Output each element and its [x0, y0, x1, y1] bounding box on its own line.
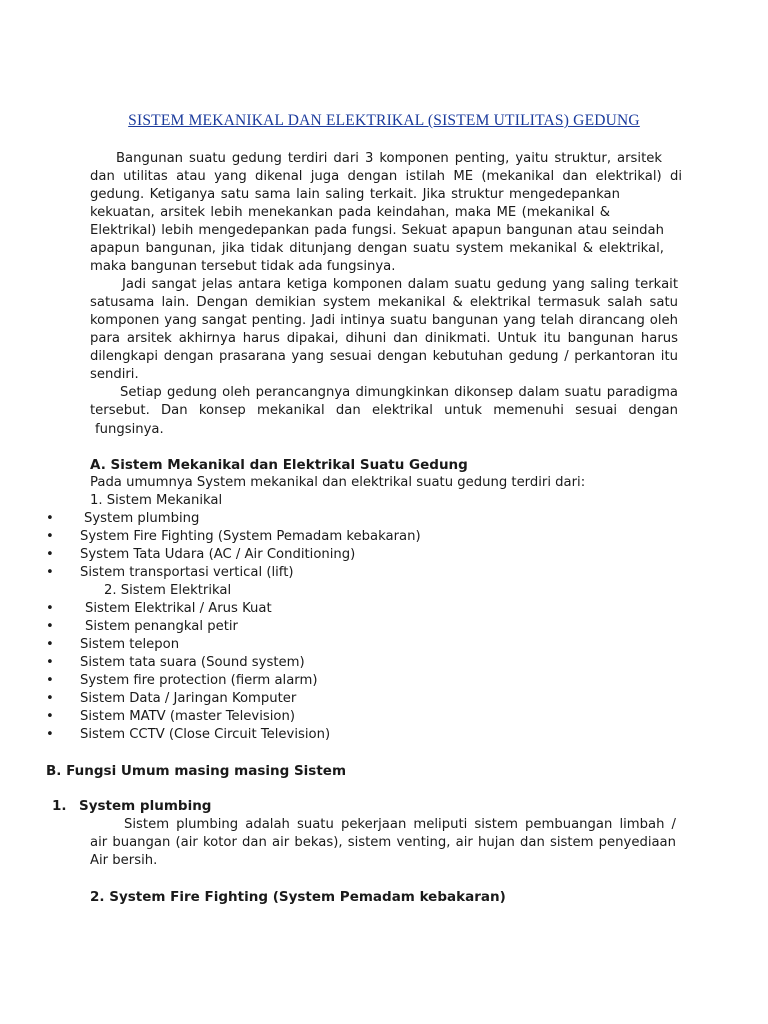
- list-item: Sistem CCTV (Close Circuit Television): [80, 727, 331, 742]
- list-item: Sistem transportasi vertical (lift): [80, 565, 294, 580]
- section-a-intro: Pada umumnya System mekanikal dan elektrikal suatu gedung terdiri dari:: [90, 475, 586, 490]
- list-item: Sistem penangkal petir: [85, 619, 238, 634]
- item2-title: 2. System Fire Fighting (System Pemadam kebakaran): [90, 889, 506, 905]
- item1-text-line: Air bersih.: [90, 853, 158, 868]
- list-item: System fire protection (fierm alarm): [80, 673, 318, 688]
- bullet-icon: •: [46, 691, 54, 706]
- subheading-mekanikal: 1. Sistem Mekanikal: [90, 493, 223, 508]
- bullet-icon: •: [46, 709, 54, 724]
- p1-line: maka bangunan tersebut tidak ada fungsinya.: [90, 259, 396, 274]
- section-b-heading: B. Fungsi Umum masing masing Sistem: [46, 763, 347, 779]
- list-item: System plumbing: [84, 511, 200, 526]
- bullet-icon: •: [46, 511, 54, 526]
- bullet-icon: •: [46, 565, 54, 580]
- list-item: Sistem telepon: [80, 637, 180, 652]
- p2-line: satusama lain. Dengan demikian system mekanikal & elektrikal termasuk salah satu: [90, 295, 678, 310]
- p1-line: gedung. Ketiganya satu sama lain saling terkait. Jika struktur mengedepankan: [90, 187, 620, 202]
- bullet-icon: •: [46, 655, 54, 670]
- bullet-icon: •: [46, 601, 54, 616]
- p2-line: dilengkapi dengan prasarana yang sesuai dengan kebutuhan gedung / perkantoran itu: [90, 349, 678, 364]
- section-a-heading: A. Sistem Mekanikal dan Elektrikal Suatu Gedung: [90, 457, 468, 473]
- subheading-elektrikal: 2. Sistem Elektrikal: [104, 583, 232, 598]
- p2-line: Jadi sangat jelas antara ketiga komponen dalam suatu gedung yang saling terkait: [122, 277, 678, 292]
- p2-line: para arsitek akhirnya harus dipakai, dihuni dan dinikmati. Untuk itu bangunan harus: [90, 331, 678, 346]
- item1-text-line: Sistem plumbing adalah suatu pekerjaan meliputi sistem pembuangan limbah /: [124, 817, 676, 832]
- bullet-icon: •: [46, 547, 54, 562]
- bullet-icon: •: [46, 727, 54, 742]
- p1-line: apapun bangunan, jika tidak ditunjang dengan suatu system mekanikal & elektrikal,: [90, 241, 664, 256]
- list-item: System Tata Udara (AC / Air Conditioning): [80, 547, 356, 562]
- bullet-icon: •: [46, 619, 54, 634]
- p1-line: Elektrikal) lebih mengedepankan pada fungsi. Sekuat apapun bangunan atau seindah: [90, 223, 664, 238]
- list-item: Sistem MATV (master Television): [80, 709, 295, 724]
- bullet-icon: •: [46, 637, 54, 652]
- list-item: System Fire Fighting (System Pemadam kebakaran): [80, 529, 421, 544]
- p3-line: Setiap gedung oleh perancangnya dimungkinkan dikonsep dalam suatu paradigma: [120, 385, 678, 400]
- list-item: Sistem Data / Jaringan Komputer: [80, 691, 297, 706]
- p3-line: fungsinya.: [95, 422, 164, 437]
- p2-line: komponen yang sangat penting. Jadi intinya suatu bangunan yang telah dirancang oleh: [90, 313, 678, 328]
- p3-line: tersebut. Dan konsep mekanikal dan elektrikal untuk memenuhi sesuai dengan: [90, 403, 678, 418]
- p1-line: kekuatan, arsitek lebih menekankan pada keindahan, maka ME (mekanikal &: [90, 205, 610, 220]
- item1-title: System plumbing: [79, 798, 212, 814]
- p1-line: dan utilitas atau yang dikenal juga dengan istilah ME (mekanikal dan elektrikal) di: [90, 169, 682, 184]
- p2-line: sendiri.: [90, 367, 139, 382]
- document-title: SISTEM MEKANIKAL DAN ELEKTRIKAL (SISTEM UTILITAS) GEDUNG: [128, 112, 640, 129]
- item1-text-line: air buangan (air kotor dan air bekas), sistem venting, air hujan dan sistem penyediaan: [90, 835, 676, 850]
- p1-line: Bangunan suatu gedung terdiri dari 3 komponen penting, yaitu struktur, arsitek: [116, 151, 662, 166]
- bullet-icon: •: [46, 529, 54, 544]
- item1-number: 1.: [52, 798, 67, 814]
- bullet-icon: •: [46, 673, 54, 688]
- list-item: Sistem Elektrikal / Arus Kuat: [85, 601, 272, 616]
- list-item: Sistem tata suara (Sound system): [80, 655, 305, 670]
